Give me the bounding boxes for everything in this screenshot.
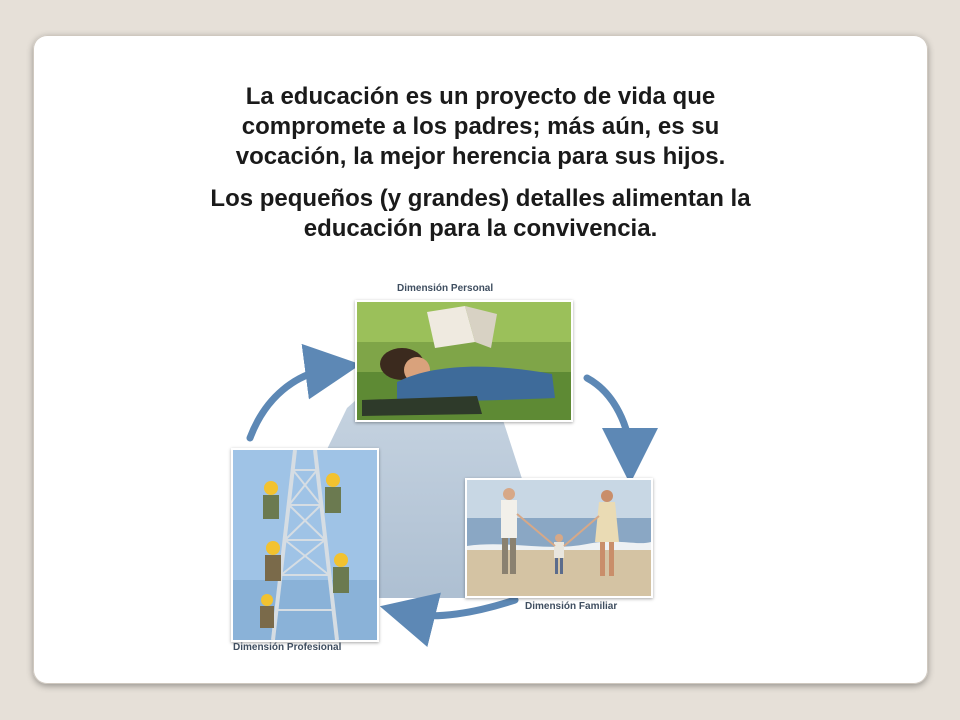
arrow-profesional-to-personal bbox=[250, 368, 333, 438]
photo-personal bbox=[355, 300, 573, 422]
arrow-familiar-to-profesional bbox=[407, 600, 515, 616]
details-line-1: Los pequeños (y grandes) detalles alimentan la bbox=[210, 185, 751, 212]
arrow-personal-to-familiar bbox=[587, 378, 630, 456]
photo-familiar bbox=[465, 478, 653, 598]
intro-line-2: comprometе a los padres; más aún, es su bbox=[241, 113, 720, 140]
paragraph-intro bbox=[33, 82, 928, 172]
slide-text bbox=[33, 82, 928, 244]
dimensions-diagram bbox=[225, 278, 675, 658]
label-dimension-familiar: Dimensión Familiar bbox=[525, 601, 618, 612]
intro-line-1: La educación es un proyecto de vida que bbox=[245, 83, 716, 110]
photo-familiar-image bbox=[467, 480, 651, 596]
label-dimension-personal: Dimensión Personal bbox=[397, 283, 494, 294]
photo-profesional-image bbox=[233, 450, 377, 640]
photo-profesional bbox=[231, 448, 379, 642]
paragraph-details bbox=[33, 184, 928, 244]
intro-line-3: vocación, la mejor herencia para sus hijos. bbox=[235, 143, 726, 170]
details-line-2: educación para la convivencia. bbox=[303, 215, 658, 242]
label-dimension-profesional: Dimensión Profesional bbox=[233, 642, 342, 653]
photo-personal-image bbox=[357, 302, 571, 420]
